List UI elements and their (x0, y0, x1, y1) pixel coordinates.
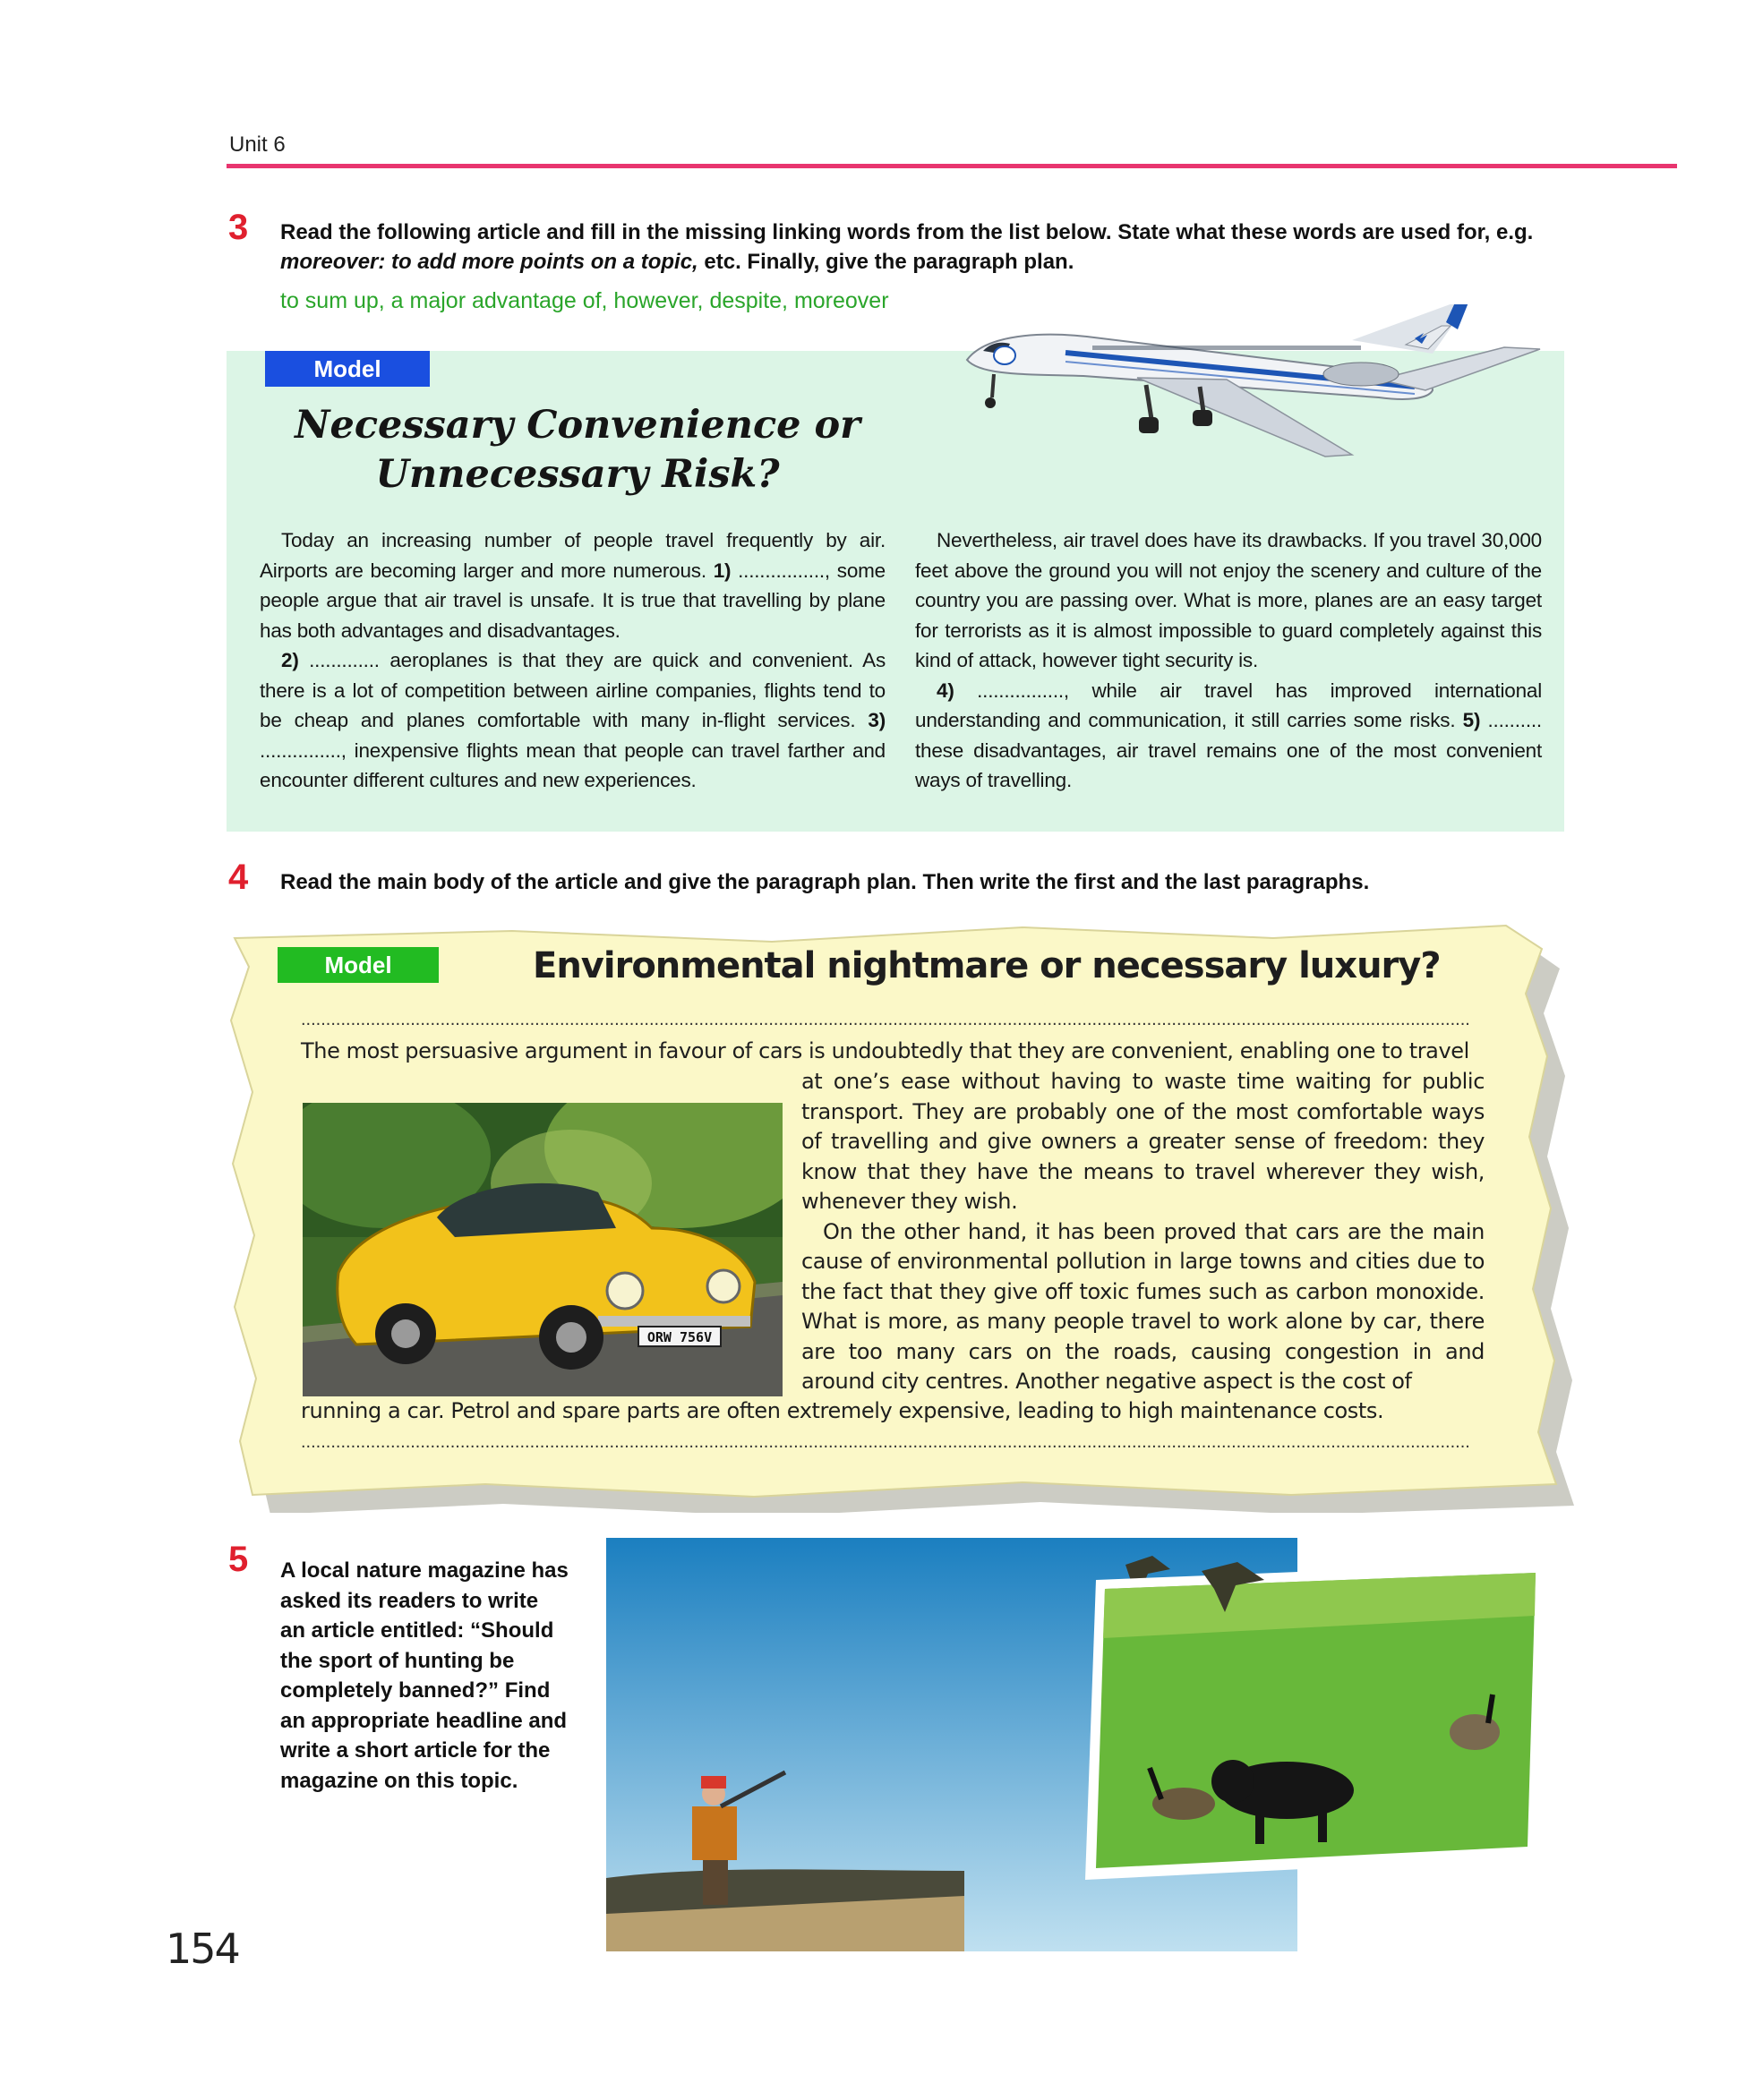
blank-number: 4) (937, 679, 954, 702)
article-2-line: The most persuasive argument in favour of cars is undoubtedly that they are convenient, enabling one to travel (301, 1038, 1469, 1063)
unit-label: Unit 6 (229, 132, 286, 157)
article-1-paragraph (260, 645, 886, 796)
exercise-3-instruction (280, 218, 1561, 277)
page-number: 154 (166, 1925, 239, 1973)
article-1-paragraph (915, 676, 1542, 796)
exercise-4-number: 4 (228, 858, 249, 897)
header-rule (227, 164, 1677, 168)
article-2-line: running a car. Petrol and spare parts are often extremely expensive, leading to high maintenance costs. (301, 1398, 1384, 1423)
paragraph-text: .......... these disadvantages, air travel remains one of the most convenient ways of travelling. (915, 709, 1542, 791)
model-label: Model (265, 351, 430, 387)
airplane-image (931, 304, 1647, 483)
article-1-title (269, 401, 886, 499)
model-label: Model (278, 947, 439, 983)
paragraph-text: ..............., inexpensive flights mean that people can travel farther and encounter different cultures and new experiences. (260, 738, 886, 791)
paragraph-text: ............. aeroplanes is that they are quick and convenient. As there is a lot of competition between airline companies, flights tend to be cheap and planes comfortable with many in-flight services. (260, 649, 886, 731)
blank-number: 2) (281, 649, 299, 671)
article-1-left-column (260, 525, 886, 796)
paragraph-text: Today an increasing number of people travel frequently by air. Airports are becoming larger and more numerous. (260, 529, 886, 582)
exercise-4-instruction: Read the main body of the article and give the paragraph plan. Then write the first and the last paragraphs. (280, 870, 1370, 894)
instruction-text-end: etc. Finally, give the paragraph plan. (697, 250, 1074, 274)
blank-number: 5) (1462, 709, 1481, 731)
article-1-paragraph (260, 525, 886, 645)
blank-number: 1) (713, 559, 732, 582)
linking-word-list: to sum up, a major advantage of, however, despite, moreover (280, 288, 889, 313)
instruction-example: moreover: to add more points on a topic, (280, 250, 698, 274)
exercise-5-instruction: A local nature magazine has asked its readers to write an article entitled: “Should the sport of hunting be completely banned?” Find an appropriate headline and write a short article for the magazine on this topic. (280, 1558, 569, 1793)
instruction-text: Read the following article and fill in the missing linking words from the list below. State what these words are used for, e.g. (280, 220, 1534, 244)
article-2-paragraph: On the other hand, it has been proved that cars are the main cause of environmental pollution in large towns and cities due to the fact that they give off toxic fumes such as carbon monoxide. What is more, as many people travel to work alone by car, there are too many cars on the roads, causing congestion in and around city centres. Another negative aspect is the cost of (801, 1218, 1485, 1394)
article-1-title-line-2: Unnecessary Risk? (375, 452, 780, 497)
article-2-wrapped-text (801, 1067, 1485, 1397)
blank-number: 3) (868, 709, 886, 731)
article-2-title: Environmental nightmare or necessary luxury? (533, 945, 1441, 986)
exercise-3-number: 3 (228, 208, 249, 247)
article-1-paragraph: Nevertheless, air travel does have its drawbacks. If you travel 30,000 feet above the ground you will not enjoy the scenery and culture of the country you are passing over. What is more, planes are an easy target for terrorists as it is almost impossible to guard completely against this kind of attack, however tight security is. (915, 529, 1542, 671)
exercise-5-number: 5 (228, 1540, 249, 1579)
yellow-car-image (303, 1103, 783, 1396)
dog-and-geese-photo (1085, 1562, 1546, 1880)
license-plate: ORW 756V (646, 1329, 713, 1345)
paragraph-text: ................, some people argue that air travel is unsafe. It is true that travelling by plane has both advantages and disadvantages. (260, 559, 886, 642)
blank-last-paragraph: ........................................................................................................................................................................................................................................... (301, 1432, 1470, 1452)
blank-first-paragraph: ........................................................................................................................................................................................................................................... (301, 1010, 1470, 1029)
article-2-paragraph: at one’s ease without having to waste time waiting for public transport. They are probably one of the most comfortable ways of travelling and give owners a greater sense of freedom: they know that they have the means to travel wherever they wish, whenever they wish. (801, 1069, 1485, 1214)
article-1-title-line-1: Necessary Convenience or (295, 403, 860, 448)
paragraph-text: ................, while air travel has improved international understanding and communication, it still carries some risks. (915, 679, 1542, 731)
article-1-right-column (915, 525, 1542, 796)
